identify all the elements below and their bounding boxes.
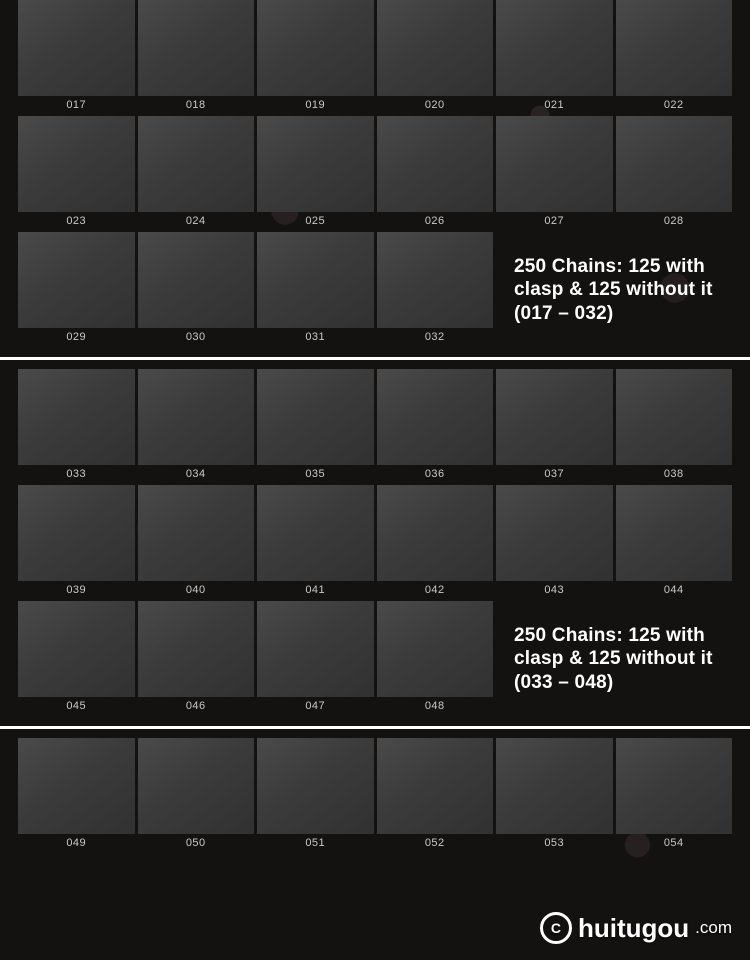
- thumbnail-item[interactable]: [18, 485, 135, 601]
- thumbnail-label: 020: [424, 99, 445, 111]
- thumbnail-label: 018: [185, 99, 206, 111]
- section-note: [496, 232, 732, 348]
- thumbnail-item[interactable]: [616, 369, 733, 485]
- thumbnail-item[interactable]: [377, 116, 494, 232]
- thumbnail-label: 053: [544, 837, 565, 849]
- thumbnail-item[interactable]: [616, 116, 733, 232]
- thumbnail-image[interactable]: [377, 485, 494, 581]
- thumbnail-label: 034: [185, 468, 206, 480]
- thumbnail-label: 041: [305, 584, 326, 596]
- thumbnail-image[interactable]: [257, 116, 374, 212]
- thumbnail-image[interactable]: [496, 116, 613, 212]
- thumbnail-label: 050: [185, 837, 206, 849]
- section-017-032: [0, 0, 750, 348]
- thumbnail-item[interactable]: [257, 369, 374, 485]
- section-note-line: clasp & 125 without it: [514, 648, 713, 670]
- thumbnail-item[interactable]: [377, 601, 494, 717]
- thumbnail-item[interactable]: [138, 369, 255, 485]
- thumbnail-item[interactable]: [18, 601, 135, 717]
- thumbnail-label: 047: [305, 700, 326, 712]
- thumbnail-label: 032: [424, 331, 445, 343]
- thumbnail-image[interactable]: [138, 116, 255, 212]
- thumbnail-label: 019: [305, 99, 326, 111]
- thumbnail-image[interactable]: [257, 369, 374, 465]
- thumbnail-image[interactable]: [257, 601, 374, 697]
- thumbnail-image[interactable]: [496, 0, 613, 96]
- thumbnail-label: 039: [66, 584, 87, 596]
- thumbnail-image[interactable]: [257, 0, 374, 96]
- thumbnail-label: 046: [185, 700, 206, 712]
- section-note-line: clasp & 125 without it: [514, 279, 713, 301]
- thumbnail-image[interactable]: [18, 369, 135, 465]
- section-note: [496, 601, 732, 717]
- thumbnail-image[interactable]: [18, 601, 135, 697]
- thumbnail-item[interactable]: [257, 0, 374, 116]
- thumbnail-label: 051: [305, 837, 326, 849]
- thumbnail-label: 045: [66, 700, 87, 712]
- thumbnail-image[interactable]: [18, 116, 135, 212]
- thumbnail-image[interactable]: [18, 0, 135, 96]
- thumbnail-image[interactable]: [496, 485, 613, 581]
- thumbnail-image[interactable]: [377, 738, 494, 834]
- thumbnail-label: 042: [424, 584, 445, 596]
- thumbnail-image[interactable]: [616, 369, 733, 465]
- thumbnail-image[interactable]: [138, 738, 255, 834]
- thumbnail-label: 028: [663, 215, 684, 227]
- thumbnail-label: 036: [424, 468, 445, 480]
- thumbnail-item[interactable]: [18, 232, 135, 348]
- thumbnail-item[interactable]: [377, 738, 494, 854]
- thumbnail-row: [0, 116, 750, 232]
- thumbnail-row: [0, 0, 750, 116]
- thumbnail-label: 037: [544, 468, 565, 480]
- thumbnail-item[interactable]: [138, 0, 255, 116]
- watermark-brand: huitugou: [577, 912, 690, 943]
- thumbnail-item[interactable]: [257, 232, 374, 348]
- thumbnail-label: 022: [663, 99, 684, 111]
- thumbnail-item[interactable]: [18, 738, 135, 854]
- section-049: [0, 738, 750, 854]
- thumbnail-image[interactable]: [377, 601, 494, 697]
- thumbnail-item[interactable]: [496, 0, 613, 116]
- section-note-line: (017 – 032): [514, 302, 614, 324]
- thumbnail-item[interactable]: [257, 601, 374, 717]
- thumbnail-label: 027: [544, 215, 565, 227]
- thumbnail-item[interactable]: [138, 116, 255, 232]
- thumbnail-image[interactable]: [616, 0, 733, 96]
- section-note-line: 250 Chains: 125 with: [514, 256, 705, 278]
- thumbnail-item[interactable]: [18, 369, 135, 485]
- thumbnail-image[interactable]: [257, 485, 374, 581]
- thumbnail-image[interactable]: [496, 369, 613, 465]
- thumbnail-image[interactable]: [616, 116, 733, 212]
- section-033-048: [0, 369, 750, 717]
- thumbnail-label: 031: [305, 331, 326, 343]
- thumbnail-item[interactable]: [257, 738, 374, 854]
- thumbnail-row: [0, 738, 750, 854]
- thumbnail-label: 024: [185, 215, 206, 227]
- thumbnail-label: 033: [66, 468, 87, 480]
- thumbnail-image[interactable]: [257, 232, 374, 328]
- thumbnail-image[interactable]: [18, 738, 135, 834]
- thumbnail-item[interactable]: [138, 485, 255, 601]
- thumbnail-label: 049: [66, 837, 87, 849]
- thumbnail-label: 017: [66, 99, 87, 111]
- thumbnail-row: [0, 369, 750, 485]
- thumbnail-label: 044: [663, 584, 684, 596]
- thumbnail-label: 029: [66, 331, 87, 343]
- watermark-logo-icon: C: [540, 912, 572, 944]
- thumbnail-item[interactable]: [18, 0, 135, 116]
- thumbnail-item[interactable]: [377, 485, 494, 601]
- thumbnail-image[interactable]: [138, 0, 255, 96]
- thumbnail-image[interactable]: [377, 232, 494, 328]
- thumbnail-row: [0, 232, 750, 348]
- thumbnail-label: 026: [424, 215, 445, 227]
- thumbnail-image[interactable]: [616, 485, 733, 581]
- thumbnail-item[interactable]: [138, 232, 255, 348]
- thumbnail-image[interactable]: [18, 232, 135, 328]
- thumbnail-item[interactable]: [496, 738, 613, 854]
- thumbnail-label: 054: [663, 837, 684, 849]
- thumbnail-item[interactable]: [18, 116, 135, 232]
- watermark-suffix: .com: [695, 918, 732, 937]
- thumbnail-image[interactable]: [18, 485, 135, 581]
- thumbnail-item[interactable]: [496, 369, 613, 485]
- thumbnail-row: [0, 601, 750, 717]
- thumbnail-item[interactable]: [377, 232, 494, 348]
- thumbnail-image[interactable]: [496, 738, 613, 834]
- section-note-line: 250 Chains: 125 with: [514, 625, 705, 647]
- thumbnail-label: 038: [663, 468, 684, 480]
- thumbnail-image[interactable]: [257, 738, 374, 834]
- thumbnail-item[interactable]: [616, 0, 733, 116]
- thumbnail-item[interactable]: [138, 601, 255, 717]
- thumbnail-item[interactable]: [616, 738, 733, 854]
- thumbnail-label: 040: [185, 584, 206, 596]
- thumbnail-image[interactable]: [138, 369, 255, 465]
- thumbnail-label: 025: [305, 215, 326, 227]
- thumbnail-item[interactable]: [377, 0, 494, 116]
- section-note-line: (033 – 048): [514, 671, 614, 693]
- thumbnail-item[interactable]: [257, 116, 374, 232]
- thumbnail-row: [0, 485, 750, 601]
- thumbnail-item[interactable]: [138, 738, 255, 854]
- thumbnail-label: 048: [424, 700, 445, 712]
- thumbnail-label: 035: [305, 468, 326, 480]
- thumbnail-label: 023: [66, 215, 87, 227]
- thumbnail-image[interactable]: [138, 485, 255, 581]
- thumbnail-item[interactable]: [616, 485, 733, 601]
- thumbnail-item[interactable]: [496, 485, 613, 601]
- thumbnail-image[interactable]: [377, 116, 494, 212]
- watermark: [540, 912, 732, 944]
- thumbnail-image[interactable]: [138, 601, 255, 697]
- thumbnail-image[interactable]: [377, 369, 494, 465]
- thumbnail-label: 030: [185, 331, 206, 343]
- thumbnail-image[interactable]: [377, 0, 494, 96]
- thumbnail-image[interactable]: [138, 232, 255, 328]
- thumbnail-image[interactable]: [616, 738, 733, 834]
- thumbnail-item[interactable]: [496, 116, 613, 232]
- thumbnail-label: 043: [544, 584, 565, 596]
- thumbnail-item[interactable]: [377, 369, 494, 485]
- thumbnail-label: 052: [424, 837, 445, 849]
- thumbnail-label: 021: [544, 99, 565, 111]
- thumbnail-item[interactable]: [257, 485, 374, 601]
